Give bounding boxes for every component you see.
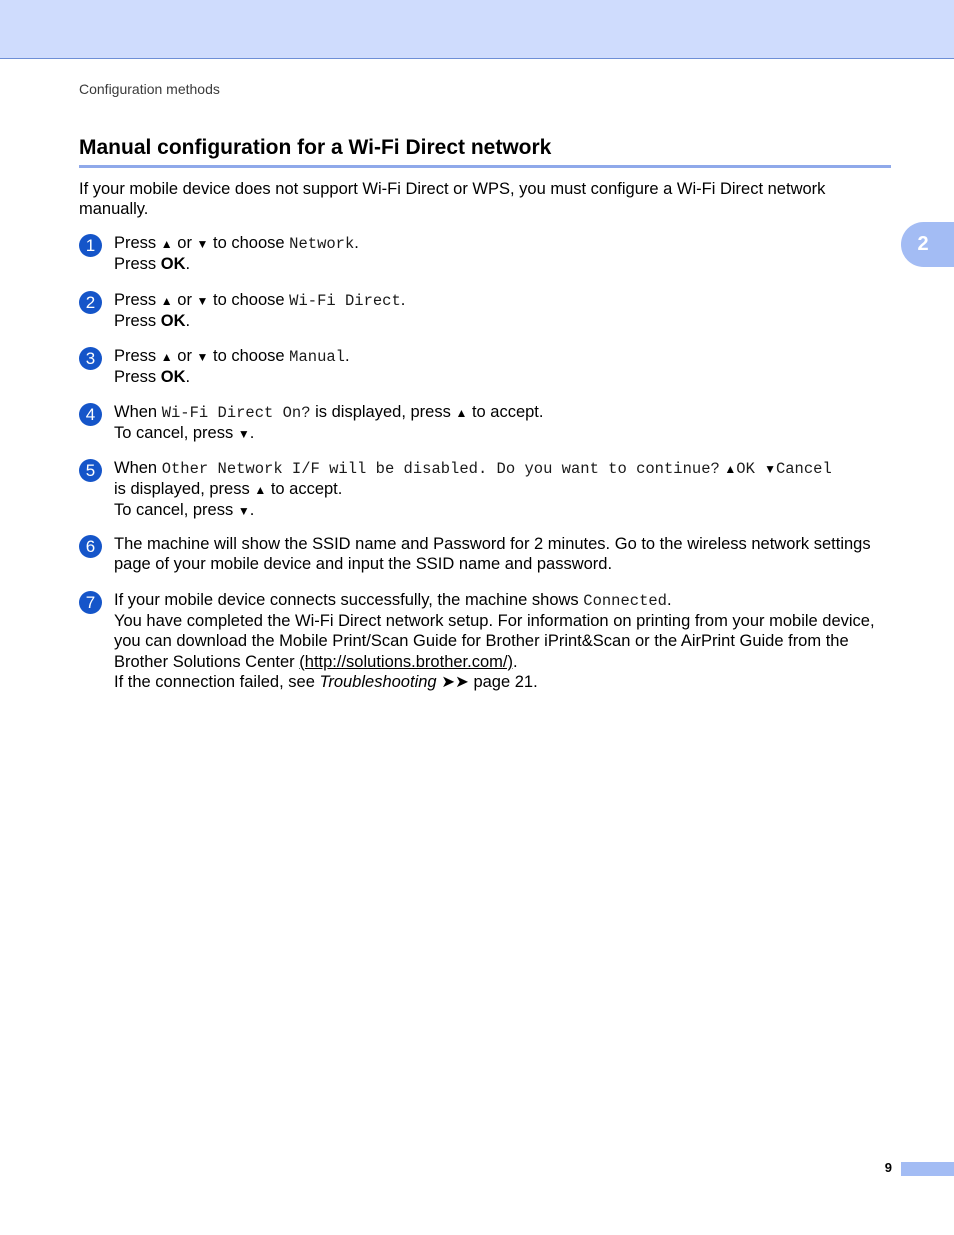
period: . xyxy=(512,652,518,671)
text: to choose xyxy=(213,347,285,365)
chapter-tab xyxy=(901,222,954,267)
page-number-bar xyxy=(901,1162,954,1176)
period: . xyxy=(400,291,406,309)
down-arrow-icon: ▼ xyxy=(196,237,209,251)
step-number: 4 xyxy=(79,403,102,426)
up-arrow-icon: ▲ xyxy=(455,406,468,420)
solutions-center-link[interactable]: (http://solutions.brother.com/) xyxy=(299,652,513,671)
up-arrow-icon: ▲ xyxy=(160,294,173,308)
period: . xyxy=(185,255,191,274)
up-arrow-icon: ▲ xyxy=(160,350,173,364)
top-band xyxy=(0,0,954,59)
text: Press xyxy=(114,234,157,252)
up-arrow-icon: ▲ xyxy=(160,237,173,251)
period: . xyxy=(354,234,359,252)
troubleshooting-reference[interactable]: Troubleshooting xyxy=(319,672,437,691)
lcd-ok: OK xyxy=(736,460,755,478)
page-number: 9 xyxy=(884,1160,892,1175)
double-arrow-icon: ➤➤ xyxy=(441,672,469,691)
down-arrow-icon: ▼ xyxy=(237,427,250,442)
lcd-text: Manual xyxy=(289,348,345,366)
step-number: 1 xyxy=(79,234,102,257)
ok-label: OK xyxy=(160,312,186,331)
text: to accept. xyxy=(471,403,544,421)
period: . xyxy=(185,312,191,331)
text: or xyxy=(177,291,192,309)
period: . xyxy=(185,368,191,387)
down-arrow-icon: ▼ xyxy=(196,294,209,308)
section-title: Manual configuration for a Wi-Fi Direct network xyxy=(79,135,891,168)
step-body xyxy=(114,402,894,444)
text: To cancel, press xyxy=(114,501,234,520)
ok-label: OK xyxy=(160,255,186,274)
step-number: 5 xyxy=(79,459,102,482)
text: is displayed, press xyxy=(315,403,451,421)
text: to choose xyxy=(213,234,285,252)
lcd-text: Connected xyxy=(583,592,667,610)
step-number: 7 xyxy=(79,591,102,614)
lcd-text: Other Network I/F will be disabled. Do you want to continue? xyxy=(161,460,720,478)
text: Press xyxy=(114,291,157,309)
ok-label: OK xyxy=(160,368,186,387)
down-arrow-icon: ▼ xyxy=(237,504,250,519)
period: . xyxy=(344,347,350,365)
step-body xyxy=(114,458,894,522)
step-body xyxy=(114,233,894,274)
step-body xyxy=(114,590,894,692)
text: If your mobile device connects successfully, the machine shows xyxy=(114,591,579,609)
lcd-text: Wi-Fi Direct On? xyxy=(161,404,311,422)
lcd-text: Network xyxy=(289,235,355,253)
up-arrow-icon: ▲ xyxy=(724,462,737,476)
down-arrow-icon: ▼ xyxy=(196,350,209,364)
step-body: The machine will show the SSID name and Password for 2 minutes. Go to the wireless network settings page of your mobile device and input the SSID name and password. xyxy=(114,535,871,574)
period: . xyxy=(249,424,255,443)
step-body xyxy=(114,290,894,331)
up-arrow-icon: ▲ xyxy=(254,483,267,498)
text: When xyxy=(114,403,158,421)
text: You have completed the Wi-Fi Direct network setup. For information on printing from your mobile device, you can download the Mobile Print/Scan Guide for Brother iPrint&Scan or the AirPrint Guide from the Brother Solutions Center xyxy=(114,612,875,671)
text: When xyxy=(114,459,158,477)
period: . xyxy=(666,591,672,609)
text: If the connection failed, see xyxy=(114,672,315,691)
text: or xyxy=(177,347,192,365)
text: is displayed, press xyxy=(114,480,250,499)
step-number: 2 xyxy=(79,291,102,314)
text: To cancel, press xyxy=(114,424,234,443)
step-number: 3 xyxy=(79,347,102,370)
text: Press xyxy=(114,347,157,365)
breadcrumb: Configuration methods xyxy=(79,81,220,97)
step-number: 6 xyxy=(79,535,102,558)
text: Press xyxy=(114,312,157,331)
chapter-number: 2 xyxy=(917,233,929,255)
down-arrow-icon: ▼ xyxy=(764,462,776,476)
page-reference: page 21. xyxy=(473,672,538,691)
intro-paragraph: If your mobile device does not support Wi-Fi Direct or WPS, you must configure a Wi-Fi Direct network manually. xyxy=(79,180,826,218)
lcd-cancel: Cancel xyxy=(775,460,832,478)
text: Press xyxy=(114,368,157,387)
text: or xyxy=(177,234,192,252)
period: . xyxy=(249,501,255,520)
step-body xyxy=(114,346,894,387)
lcd-text: Wi-Fi Direct xyxy=(289,292,401,310)
text: Press xyxy=(114,255,157,274)
text: to choose xyxy=(213,291,285,309)
text: to accept. xyxy=(270,480,343,499)
